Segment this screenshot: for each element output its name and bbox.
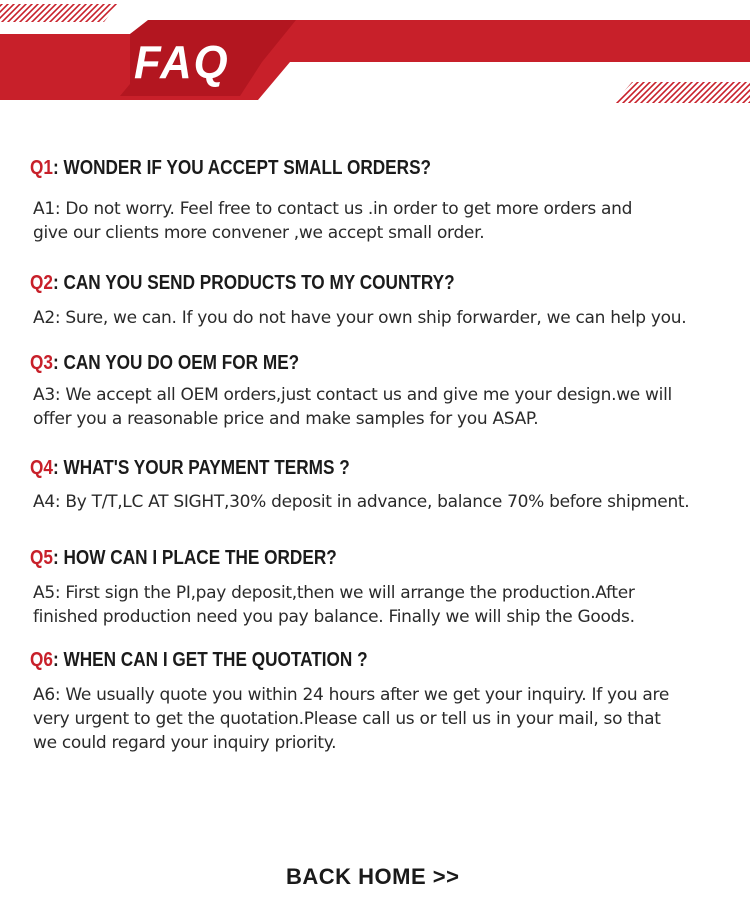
question-text: WHEN CAN I GET THE QUOTATION ? — [63, 649, 368, 671]
faq-answer-1: A1: Do not worry. Feel free to contact us .in order to get more orders and give our clients more convener ,we accept small order. — [33, 199, 633, 243]
faq-question-1 — [30, 155, 431, 181]
question-separator: : — [52, 457, 64, 479]
faq-question-5 — [30, 545, 337, 571]
question-number: Q4 — [30, 457, 53, 479]
faq-answer-6: A6: We usually quote you within 24 hours after we get your inquiry. If you are very urgent to get the quotation.Please call us or tell us in your mail, so that we could regard your inquiry priority. — [33, 685, 670, 753]
question-number: Q1 — [30, 157, 53, 179]
faq-answer-2: A2: Sure, we can. If you do not have your own ship forwarder, we can help you. — [33, 308, 687, 328]
faq-answer-4: A4: By T/T,LC AT SIGHT,30% deposit in advance, balance 70% before shipment. — [33, 492, 690, 512]
question-number: Q6 — [30, 649, 53, 671]
question-text: CAN YOU SEND PRODUCTS TO MY COUNTRY? — [63, 272, 455, 294]
question-separator: : — [52, 352, 64, 374]
question-text: WONDER IF YOU ACCEPT SMALL ORDERS? — [63, 157, 432, 179]
question-separator: : — [52, 272, 64, 294]
page-title: FAQ — [134, 36, 230, 88]
back-home-link[interactable]: BACK HOME >> — [286, 864, 460, 889]
question-separator: : — [52, 547, 64, 569]
question-number: Q2 — [30, 272, 53, 294]
question-text: CAN YOU DO OEM FOR ME? — [63, 352, 300, 374]
stripes-top-left — [0, 0, 126, 26]
faq-header-banner — [0, 0, 750, 110]
stripes-bottom-right — [600, 78, 750, 108]
faq-answer-5: A5: First sign the PI,pay deposit,then we will arrange the production.After finished production need you pay balance. Finally we will ship the Goods. — [33, 583, 635, 627]
faq-question-4 — [30, 455, 350, 481]
question-separator: : — [52, 157, 64, 179]
faq-question-3 — [30, 350, 299, 376]
faq-question-6 — [30, 647, 368, 673]
question-separator: : — [52, 649, 64, 671]
question-number: Q3 — [30, 352, 53, 374]
question-text: HOW CAN I PLACE THE ORDER? — [63, 547, 337, 569]
faq-question-2 — [30, 270, 455, 296]
faq-answer-3: A3: We accept all OEM orders,just contact us and give me your design.we will offer you a reasonable price and make samples for you ASAP. — [33, 385, 672, 429]
question-text: WHAT'S YOUR PAYMENT TERMS ? — [63, 457, 350, 479]
header-graphic — [0, 0, 750, 110]
question-number: Q5 — [30, 547, 53, 569]
